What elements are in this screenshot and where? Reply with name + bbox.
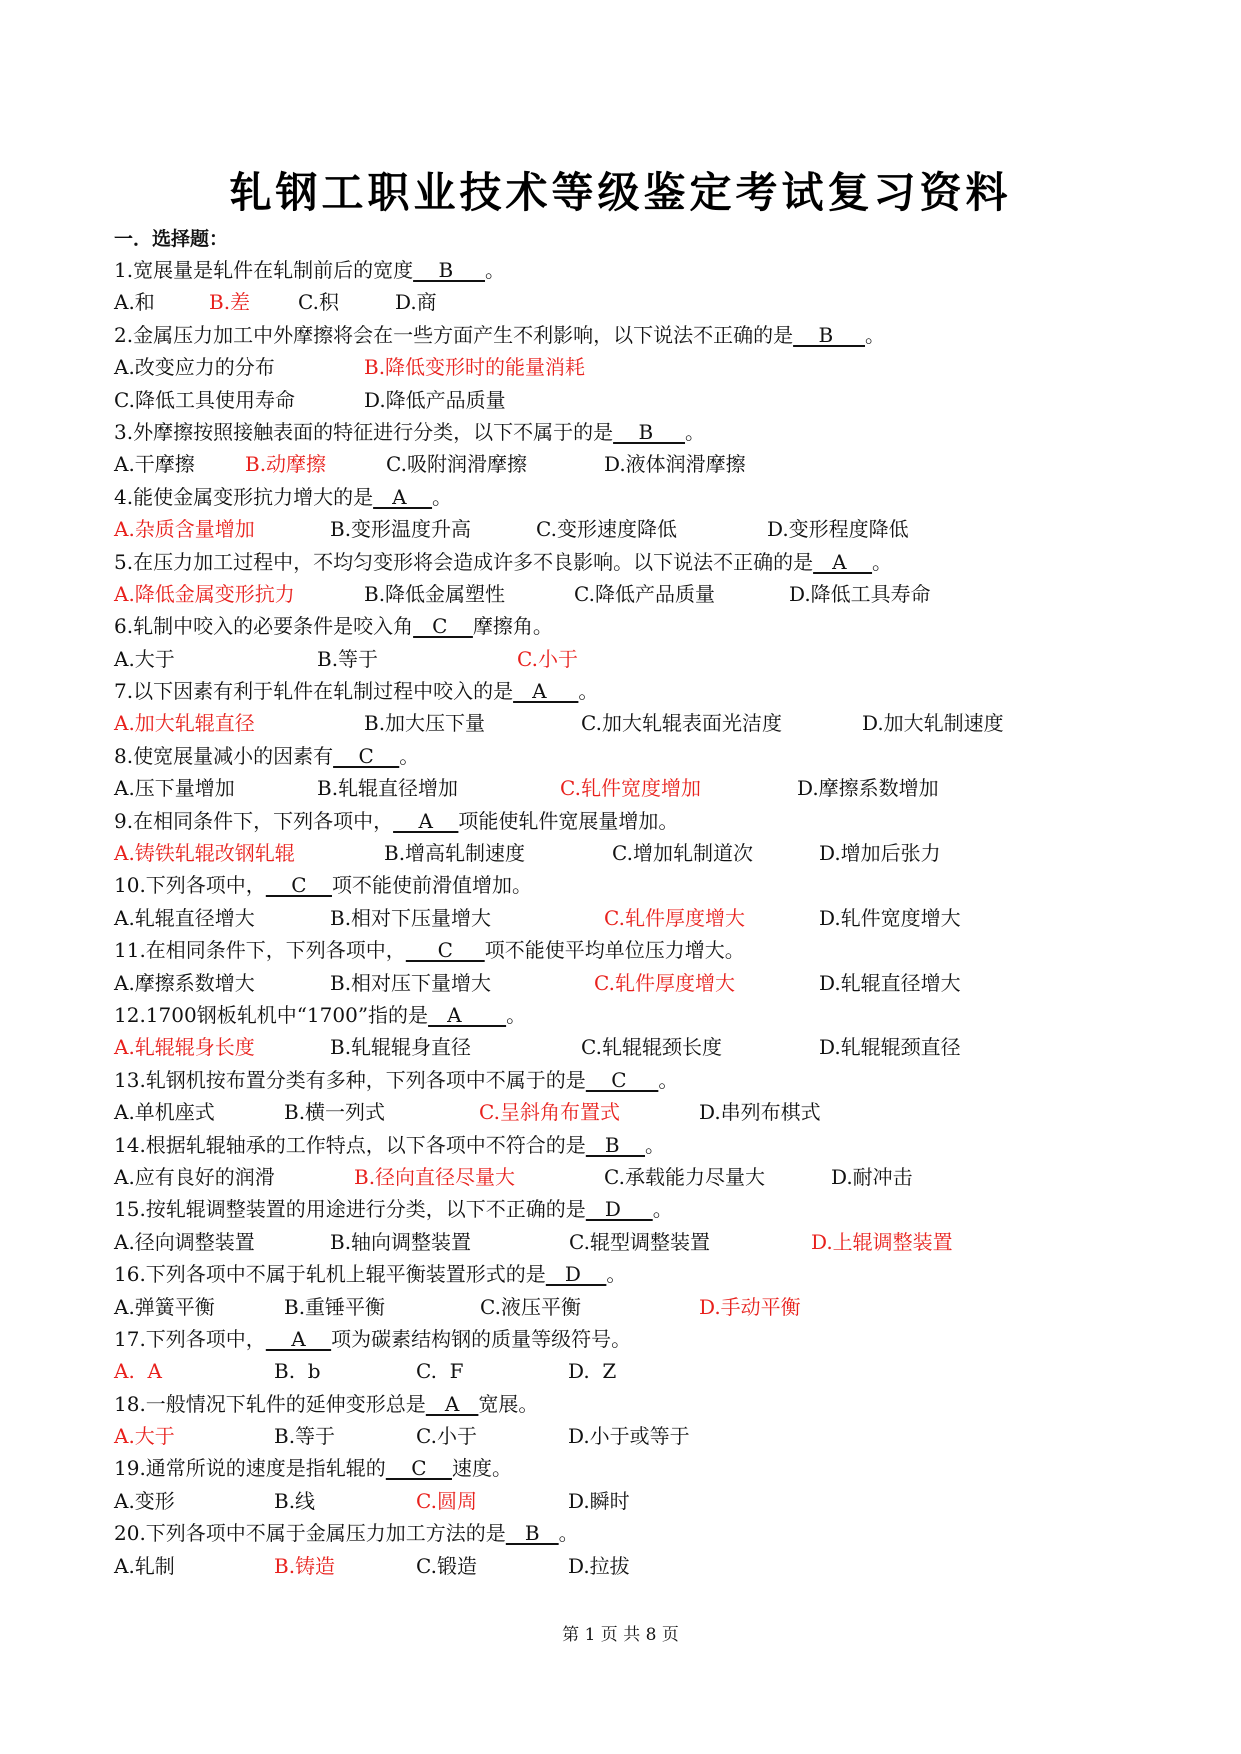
options-row <box>114 351 1174 383</box>
options-row <box>114 1096 1174 1128</box>
option: A.摩擦系数增大 <box>114 970 255 995</box>
question-text: 8.使宽展量减小的因素有 <box>114 743 334 768</box>
question-text: 2.金属压力加工中外摩擦将会在一些方面产生不利影响，以下说法不正确的是 <box>114 322 794 347</box>
option: C.承载能力尽量大 <box>604 1164 765 1189</box>
option: A.大于 <box>114 646 175 671</box>
answer-blank: D <box>545 1262 607 1287</box>
options-row <box>114 1031 1174 1063</box>
option: C.液压平衡 <box>480 1294 581 1319</box>
question-stem <box>114 610 1174 642</box>
question-text-end: 。 <box>865 322 886 347</box>
option: B.相对压下量增大 <box>330 970 492 995</box>
question-text: 7.以下因素有利于轧件在轧制过程中咬入的是 <box>114 679 514 704</box>
option: B.轴向调整装置 <box>330 1229 472 1254</box>
options-row <box>114 643 1174 675</box>
correct-option: C.小于 <box>517 646 578 671</box>
option: B. b <box>274 1359 321 1384</box>
question-text: 18.一般情况下轧件的延伸变形总是 <box>114 1391 426 1416</box>
question-stem <box>114 1517 1174 1549</box>
answer-blank: B <box>585 1132 646 1157</box>
options-row <box>114 513 1174 545</box>
question-text-end: 。 <box>432 484 453 509</box>
question-stem <box>114 1323 1174 1355</box>
correct-option: B.铸造 <box>274 1553 336 1578</box>
option: B.轧辊直径增加 <box>317 776 459 801</box>
question-stem <box>114 481 1174 513</box>
options-row <box>114 1161 1174 1193</box>
options-row <box>114 772 1174 804</box>
option: A.弹簧平衡 <box>114 1294 215 1319</box>
answer-blank: A <box>513 679 579 704</box>
answer-blank: C <box>585 1067 659 1092</box>
question-text: 3.外摩擦按照接触表面的特征进行分类，以下不属于的是 <box>114 419 614 444</box>
option: C.变形速度降低 <box>536 517 677 542</box>
option: C.锻造 <box>416 1553 477 1578</box>
question-text: 15.按轧辊调整装置的用途进行分类，以下不正确的是 <box>114 1197 586 1222</box>
options-row <box>114 286 1174 318</box>
option: D.商 <box>395 290 437 315</box>
question-stem <box>114 319 1174 351</box>
answer-blank: A <box>813 549 873 574</box>
option: D.降低产品质量 <box>364 387 506 412</box>
option: B.变形温度升高 <box>330 517 472 542</box>
question-text: 10.下列各项中， <box>114 873 266 898</box>
correct-option: A.轧辊辊身长度 <box>114 1035 255 1060</box>
correct-option: D.上辊调整装置 <box>811 1229 953 1254</box>
question-text-end: 。 <box>558 1521 579 1546</box>
correct-option: C.呈斜角布置式 <box>479 1100 620 1125</box>
question-text: 20.下列各项中不属于金属压力加工方法的是 <box>114 1521 506 1546</box>
option: A.轧制 <box>114 1553 175 1578</box>
correct-option: A.铸铁轧辊改钢轧辊 <box>114 841 295 866</box>
question-text-end: 。 <box>872 549 893 574</box>
correct-option: B.差 <box>209 290 251 315</box>
option: D.耐冲击 <box>831 1164 913 1189</box>
option: D. Z <box>568 1359 617 1384</box>
option: D.瞬时 <box>568 1488 630 1513</box>
answer-blank: B <box>505 1521 559 1546</box>
question-text-end: 速度。 <box>451 1456 512 1481</box>
option: A.压下量增加 <box>114 776 235 801</box>
option: C.辊型调整装置 <box>569 1229 710 1254</box>
option: A.和 <box>114 290 155 315</box>
answer-blank: B <box>613 419 686 444</box>
question-text-end: 项为碳素结构钢的质量等级符号。 <box>331 1326 632 1351</box>
answer-blank: B <box>413 258 486 282</box>
question-text: 6.轧制中咬入的必要条件是咬入角 <box>114 614 414 639</box>
option: A.径向调整装置 <box>114 1229 255 1254</box>
question-text: 4.能使金属变形抗力增大的是 <box>114 484 374 509</box>
question-stem <box>114 254 1174 286</box>
option: C.积 <box>298 290 339 315</box>
correct-option: A.加大轧辊直径 <box>114 711 255 736</box>
correct-option: C.轧件厚度增大 <box>604 905 745 930</box>
question-text: 17.下列各项中， <box>114 1326 266 1351</box>
option: D.串列布棋式 <box>699 1100 821 1125</box>
question-text-end: 。 <box>606 1262 627 1287</box>
option: D.拉拔 <box>568 1553 630 1578</box>
question-text: 16.下列各项中不属于轧机上辊平衡装置形式的是 <box>114 1262 546 1287</box>
question-stem <box>114 999 1174 1031</box>
correct-option: B.动摩擦 <box>245 452 327 477</box>
option: B.轧辊辊身直径 <box>330 1035 472 1060</box>
answer-blank: B <box>793 322 866 347</box>
question-stem <box>114 934 1174 966</box>
option: A.单机座式 <box>114 1100 215 1125</box>
question-text: 11.在相同条件下，下列各项中， <box>114 938 406 963</box>
option: A.轧辊直径增大 <box>114 905 255 930</box>
question-stem <box>114 1193 1174 1225</box>
question-text-end: 。 <box>658 1067 679 1092</box>
question-stem <box>114 869 1174 901</box>
correct-option: C.圆周 <box>416 1488 477 1513</box>
option: C.吸附润滑摩擦 <box>386 452 527 477</box>
question-text: 14.根据轧辊轴承的工作特点，以下各项中不符合的是 <box>114 1132 586 1157</box>
page-title: 轧钢工职业技术等级鉴定考试复习资料 <box>229 168 1012 217</box>
answer-blank: C <box>385 1456 452 1481</box>
option: D.液体润滑摩擦 <box>604 452 746 477</box>
options-row <box>114 1291 1174 1323</box>
option: C.降低工具使用寿命 <box>114 387 295 412</box>
question-stem <box>114 1129 1174 1161</box>
options-row <box>114 837 1174 869</box>
option: C.轧辊辊颈长度 <box>581 1035 722 1060</box>
options-row <box>114 1226 1174 1258</box>
correct-option: A.杂质含量增加 <box>114 517 255 542</box>
option: D.轧辊直径增大 <box>819 970 961 995</box>
options-row <box>114 902 1174 934</box>
options-row <box>114 578 1174 610</box>
question-text-end: 项不能使前滑值增加。 <box>331 873 532 898</box>
question-text-end: 项不能使平均单位压力增大。 <box>484 938 745 963</box>
page-footer: 第 1 页 共 8 页 <box>562 1625 679 1645</box>
question-stem <box>114 740 1174 772</box>
question-text-end: 。 <box>485 258 506 282</box>
question-text: 9.在相同条件下，下列各项中， <box>114 808 394 833</box>
question-stem <box>114 805 1174 837</box>
option: C.降低产品质量 <box>574 581 715 606</box>
option: C. F <box>416 1359 464 1384</box>
options-row <box>114 1485 1174 1517</box>
question-text-end: 摩擦角。 <box>472 614 553 639</box>
answer-blank: D <box>585 1197 653 1222</box>
section-heading: 一．选择题： <box>114 228 229 250</box>
option: C.加大轧辊表面光洁度 <box>581 711 782 736</box>
answer-blank: C <box>413 614 473 639</box>
answer-blank: C <box>405 938 485 963</box>
question-stem <box>114 675 1174 707</box>
option: A.改变应力的分布 <box>114 355 275 380</box>
answer-blank: A <box>265 1326 332 1351</box>
option: D.变形程度降低 <box>767 517 909 542</box>
question-text-end: 。 <box>506 1002 527 1027</box>
option: A.变形 <box>114 1488 175 1513</box>
question-text-end: 。 <box>652 1197 673 1222</box>
question-stem <box>114 546 1174 578</box>
option: D.降低工具寿命 <box>789 581 931 606</box>
answer-blank: C <box>265 873 332 898</box>
question-text-end: 宽展。 <box>478 1391 539 1416</box>
question-stem <box>114 1388 1174 1420</box>
correct-option: B.降低变形时的能量消耗 <box>364 355 586 380</box>
options-row <box>114 1420 1174 1452</box>
option: D.轧辊辊颈直径 <box>819 1035 961 1060</box>
option: B.等于 <box>274 1424 336 1449</box>
option: B.横一列式 <box>284 1100 386 1125</box>
question-text-end: 。 <box>645 1132 666 1157</box>
option: B.相对下压量增大 <box>330 905 492 930</box>
answer-blank: A <box>428 1002 507 1027</box>
option: B.等于 <box>317 646 379 671</box>
question-text-end: 项能使轧件宽展量增加。 <box>458 808 679 833</box>
options-row <box>114 1550 1174 1582</box>
option: D.增加后张力 <box>819 841 941 866</box>
options-row <box>114 707 1174 739</box>
question-text-end: 。 <box>399 743 420 768</box>
question-stem <box>114 416 1174 448</box>
option: A.应有良好的润滑 <box>114 1164 275 1189</box>
question-text: 5.在压力加工过程中，不均匀变形将会造成许多不良影响。以下说法不正确的是 <box>114 549 814 574</box>
question-text-end: 。 <box>685 419 706 444</box>
option: C.小于 <box>416 1424 477 1449</box>
option: A.干摩擦 <box>114 452 195 477</box>
question-text: 12.1700钢板轧机中“1700”指的是 <box>114 1002 429 1027</box>
correct-option: A.大于 <box>114 1424 175 1449</box>
answer-blank: A <box>425 1391 479 1416</box>
option: B.线 <box>274 1488 316 1513</box>
correct-option: C.轧件厚度增大 <box>594 970 735 995</box>
option: B.增高轧制速度 <box>384 841 526 866</box>
question-list <box>114 254 1174 1582</box>
question-stem <box>114 1452 1174 1484</box>
answer-blank: A <box>393 808 459 833</box>
correct-option: D.手动平衡 <box>699 1294 801 1319</box>
correct-option: A. A <box>114 1359 162 1384</box>
option: B.加大压下量 <box>364 711 486 736</box>
correct-option: C.轧件宽度增加 <box>560 776 701 801</box>
answer-blank: A <box>373 484 433 509</box>
question-stem <box>114 1258 1174 1290</box>
option: D.加大轧制速度 <box>862 711 1004 736</box>
question-stem <box>114 1064 1174 1096</box>
question-text: 1.宽展量是轧件在轧制前后的宽度 <box>114 258 414 282</box>
option: D.摩擦系数增加 <box>797 776 939 801</box>
options-row <box>114 967 1174 999</box>
options-row <box>114 1355 1174 1387</box>
options-row <box>114 384 1174 416</box>
option: D.小于或等于 <box>568 1424 690 1449</box>
correct-option: B.径向直径尽量大 <box>354 1164 516 1189</box>
option: B.降低金属塑性 <box>364 581 506 606</box>
answer-blank: C <box>333 743 400 768</box>
options-row <box>114 448 1174 480</box>
option: B.重锤平衡 <box>284 1294 386 1319</box>
question-text-end: 。 <box>578 679 599 704</box>
question-text: 19.通常所说的速度是指轧辊的 <box>114 1456 386 1481</box>
correct-option: A.降低金属变形抗力 <box>114 581 295 606</box>
question-text: 13.轧钢机按布置分类有多种，下列各项中不属于的是 <box>114 1067 586 1092</box>
option: C.增加轧制道次 <box>612 841 753 866</box>
option: D.轧件宽度增大 <box>819 905 961 930</box>
